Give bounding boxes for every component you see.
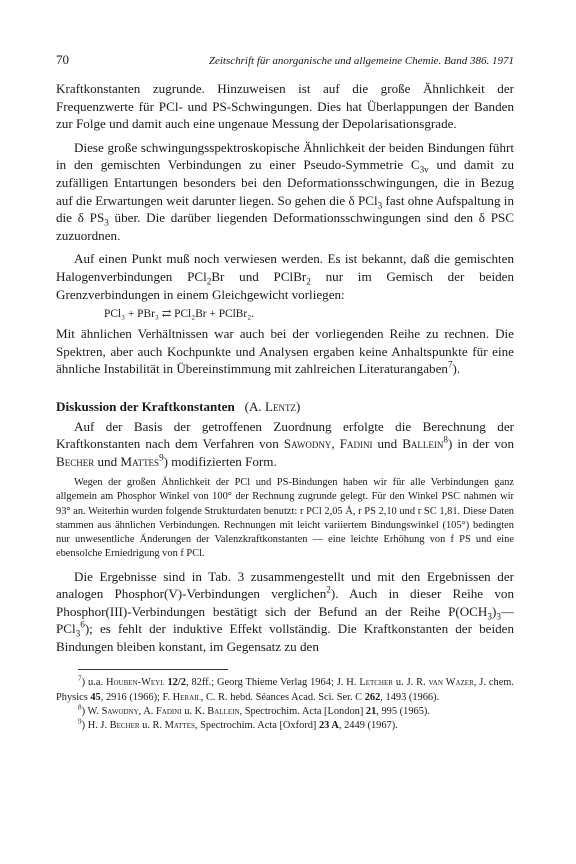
paragraph-6: Die Ergebnisse sind in Tab. 3 zusammengestellt und mit den Ergebnissen der analogen Phosphor(V)-Verbindungen verglichen$^2$). Auch in dieser Reihe von Phosphor(III)-Verbindungen bestätigt sich der Befund an der Reihe $P(OCH_3)_3—PCl_3^6$); es fehlt der induktive Effekt vollständig. Die Kraftkonstanten der beiden Bindungen bleiben konstant, im Gegensatz zu den: [56, 568, 514, 654]
paragraph-4: Mit ähnlichen Verhältnissen war auch bei der vorliegenden Reihe zu rechnen. Die Spektren, aber auch Kochpunkte und Analysen ergaben keine Anhaltspunkte für eine ähnliche Instabilität in Übereinstimmung mit zahlreichen Literaturangaben$^7$).: [56, 326, 514, 377]
section-author: Lentz: [264, 398, 296, 414]
section-title: Diskussion der Kraftkonstanten: [56, 398, 235, 414]
running-header: [56, 52, 514, 68]
page-number: 70: [56, 52, 69, 67]
equilibrium-equation: PCl₃ + PBr₃ ⇄ PCl₂Br + PClBr₂.: [104, 308, 255, 321]
footnote-8: $^8$) W. Sawodny, A. Fadini u. K. Ballein, Spectrochim. Acta [London] 21, 995 (1965).: [78, 703, 430, 717]
small-print-paragraph: Wegen der großen Ähnlichkeit der PCl und PS-Bindungen haben wir für alle Verbindungen ganz allgemein am Phosphor Winkel von 100° der Rechnung zugrunde gelegt. Für den Winkel PSC nahmen wir 93° an. Weiterhin wurden folgende Strukturdaten benutzt: r PCl 2,05 Å, r PS 2,10 und r SC 1,81. Diese Daten stammen aus ähnlichen Verbindungen. Rechnungen mit leicht variiertem Bindungswinkel (105°) bedingten nur unwesentliche Änderungen der Valenzkraftkonstanten — eine leichte Erhöhung von f PS und eine ebensolche Erniedrigung von f PCl.: [56, 477, 514, 560]
journal-title: Zeitschrift für anorganische und allgemeine Chemie. Band 386. 1971: [208, 55, 514, 67]
footnote-9: $^9$) H. J. Becher u. R. Mattes, Spectrochim. Acta [Oxford] 23 A, 2449 (1967).: [78, 717, 398, 732]
paragraph-1: Kraftkonstanten zugrunde. Hinzuweisen ist auf die große Ähnlichkeit der Frequenzwerte für PCl- und PS-Schwingungen. Dies hat Überlappungen der Banden zur Folge und damit auch eine ungenaue Messung der Depolarisationsgrade.: [56, 81, 514, 132]
paragraph-5: Auf der Basis der getroffenen Zuordnung erfolgte die Berechnung der Kraftkonstanten nach dem Verfahren von Sawodny, Fadini und Ballein$^8$) in der von Becher und Mattes$^9$) modifizierten Form.: [56, 418, 515, 469]
paragraph-3: Auf einen Punkt muß noch verwiesen werden. Es ist bekannt, daß die gemischten Halogenverbindungen PCl$_2$Br und PClBr$_2$ nur im Gemisch der beiden Grenzverbindungen in einem Gleichgewicht vorliegen:: [56, 251, 515, 302]
paragraph-2: Diese große schwingungsspektroskopische Ähnlichkeit der beiden Bindungen führt in den gemischten Verbindungen zu einer Pseudo-Symmetrie $C_{3v}$ und damit zu zufälligen Entartungen besonders bei den Deformationsschwingungen, die in Bezug auf die Erwartungen weit darunter liegen. So gehen die δ PCl$_3$ fast ohne Aufspaltung in die δ $PS_3$ über. Die darüber liegenden Deformationsschwingungen sind den δ PSC zuzuordnen.: [56, 139, 515, 243]
footnote-7: $^7$) u.a. Houben-Weyl 12/2, 82ff.; Georg Thieme Verlag 1964; J. H. Letcher u. J. R. van Wazer, J. chem. Physics 45, 2916 (1966); F. Herail, C. R. hebd. Séances Acad. Sci. Ser. C 262, 1493 (1966).: [56, 675, 514, 703]
section-heading: Diskussion der Kraftkonstanten (A. Lentz): [56, 398, 301, 414]
footnote-divider: [78, 669, 228, 670]
